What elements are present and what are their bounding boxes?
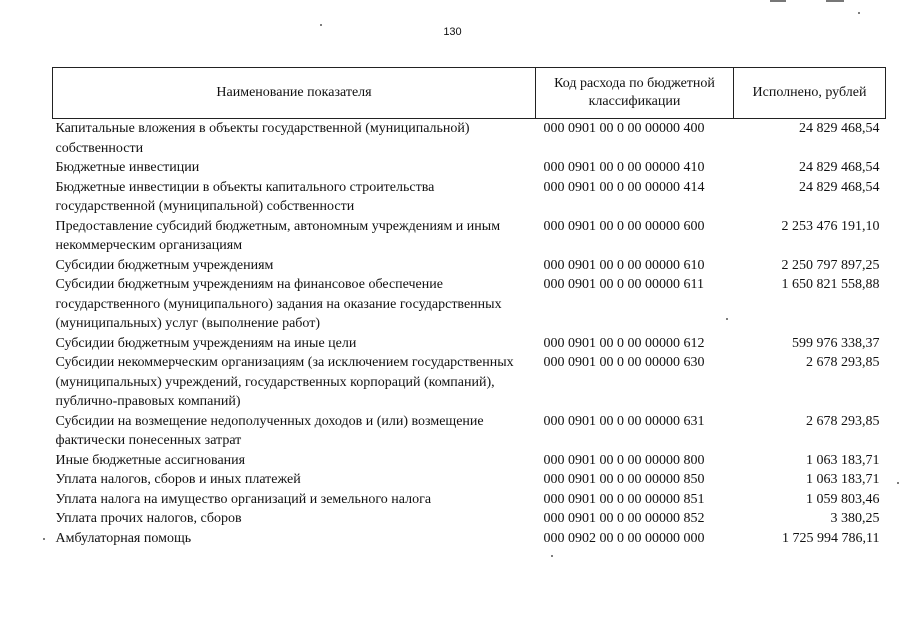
- scan-edge-mark: [826, 0, 844, 2]
- table-row: [53, 490, 886, 510]
- row-name-cell: Субсидии на возмещение недополученных доходов и (или) возмещение фактически понесенных затрат: [55, 413, 484, 448]
- row-amount-cell: 24 829 468,54: [799, 179, 880, 195]
- row-code-cell: 000 0902 00 0 00 00000 000: [543, 530, 705, 546]
- row-amount-cell: 599 976 338,37: [792, 335, 880, 351]
- row-name-cell: Предоставление субсидий бюджетным, автономным учреждениям и иным некоммерческим организациям: [55, 218, 501, 253]
- row-code-cell: 000 0901 00 0 00 00000 800: [543, 452, 705, 468]
- row-amount-cell: 3 380,25: [830, 511, 880, 526]
- row-name-cell: Бюджетные инвестиции: [55, 160, 200, 175]
- scan-speck: [858, 12, 860, 14]
- row-code-cell: 000 0901 00 0 00 00000 414: [543, 179, 705, 195]
- row-code-cell: 000 0901 00 0 00 00000 610: [543, 257, 705, 273]
- table-row: [53, 256, 886, 276]
- row-name-cell: Амбулаторная помощь: [55, 530, 192, 546]
- table-row: [53, 509, 886, 529]
- row-code-cell: 000 0901 00 0 00 00000 611: [543, 277, 704, 292]
- row-code-cell: 000 0901 00 0 00 00000 631: [543, 413, 705, 429]
- table-row: [53, 217, 886, 256]
- row-code-cell: 000 0901 00 0 00 00000 850: [543, 472, 705, 487]
- row-name-cell: Субсидии бюджетным учреждениям на иные цели: [55, 335, 357, 351]
- row-amount-cell: 1 063 183,71: [806, 452, 880, 468]
- row-name-cell: Иные бюджетные ассигнования: [55, 452, 246, 468]
- table-row: [53, 412, 886, 451]
- table-row: [53, 158, 886, 178]
- column-header-code: Код расхода по бюджетной классификации: [536, 68, 734, 119]
- row-amount-cell: 2 250 797 897,25: [781, 257, 880, 273]
- row-amount-cell: 1 725 994 786,11: [782, 530, 880, 546]
- table-header: [53, 68, 886, 119]
- scan-speck: [897, 482, 899, 484]
- row-amount-cell: 2 253 476 191,10: [781, 218, 880, 234]
- row-name-cell: Субсидии бюджетным учреждениям на финансовое обеспечение государственного (муниципального) задания на оказание государственных (муниципальных) услуг (выполнение работ): [55, 277, 502, 331]
- row-code-cell: 000 0901 00 0 00 00000 400: [543, 121, 705, 136]
- row-code-cell: 000 0901 00 0 00 00000 612: [543, 335, 705, 351]
- scan-speck: [726, 318, 728, 320]
- row-amount-cell: 1 650 821 558,88: [781, 277, 880, 292]
- row-name-cell: Уплата прочих налогов, сборов: [55, 511, 242, 526]
- row-name-cell: Субсидии бюджетным учреждениям: [55, 257, 274, 273]
- row-amount-cell: 2 678 293,85: [806, 413, 880, 429]
- row-name-cell: Уплата налогов, сборов и иных платежей: [55, 472, 301, 487]
- scan-speck: [43, 538, 45, 540]
- row-name-cell: Бюджетные инвестиции в объекты капитального строительства государственной (муниципальной) собственности: [55, 179, 435, 214]
- table-body: [53, 119, 886, 549]
- scan-speck: [551, 555, 553, 557]
- scan-speck: [320, 24, 322, 26]
- row-amount-cell: 24 829 468,54: [799, 160, 880, 175]
- row-amount-cell: 1 063 183,71: [806, 472, 880, 487]
- row-code-cell: 000 0901 00 0 00 00000 630: [543, 355, 705, 370]
- table-row: [53, 529, 886, 549]
- row-amount-cell: 24 829 468,54: [799, 121, 880, 136]
- row-code-cell: 000 0901 00 0 00 00000 600: [543, 218, 705, 234]
- header-row: [53, 68, 886, 119]
- row-name-cell: Уплата налога на имущество организаций и земельного налога: [55, 491, 432, 507]
- expenditure-table: [52, 67, 886, 548]
- row-name-cell: Капитальные вложения в объекты государственной (муниципальной) собственности: [55, 121, 470, 156]
- row-amount-cell: 2 678 293,85: [806, 355, 880, 370]
- table-row: [53, 334, 886, 354]
- scan-edge-mark: [770, 0, 786, 2]
- row-code-cell: 000 0901 00 0 00 00000 410: [543, 160, 705, 175]
- row-code-cell: 000 0901 00 0 00 00000 852: [543, 511, 705, 526]
- table-row: [53, 178, 886, 217]
- row-amount-cell: 1 059 803,46: [806, 491, 880, 507]
- table-row: [53, 470, 886, 490]
- table-row: [53, 275, 886, 334]
- column-header-name: Наименование показателя: [53, 68, 536, 119]
- column-header-amount: Исполнено, рублей: [734, 68, 886, 119]
- table-row: [53, 451, 886, 471]
- table-row: [53, 353, 886, 412]
- row-name-cell: Субсидии некоммерческим организациям (за исключением государственных (муниципальных) учреждений, государственных корпораций (компаний), публично-правовых компаний): [55, 355, 514, 409]
- row-code-cell: 000 0901 00 0 00 00000 851: [543, 491, 705, 507]
- page-number: 130: [443, 26, 462, 38]
- table-row: [53, 119, 886, 159]
